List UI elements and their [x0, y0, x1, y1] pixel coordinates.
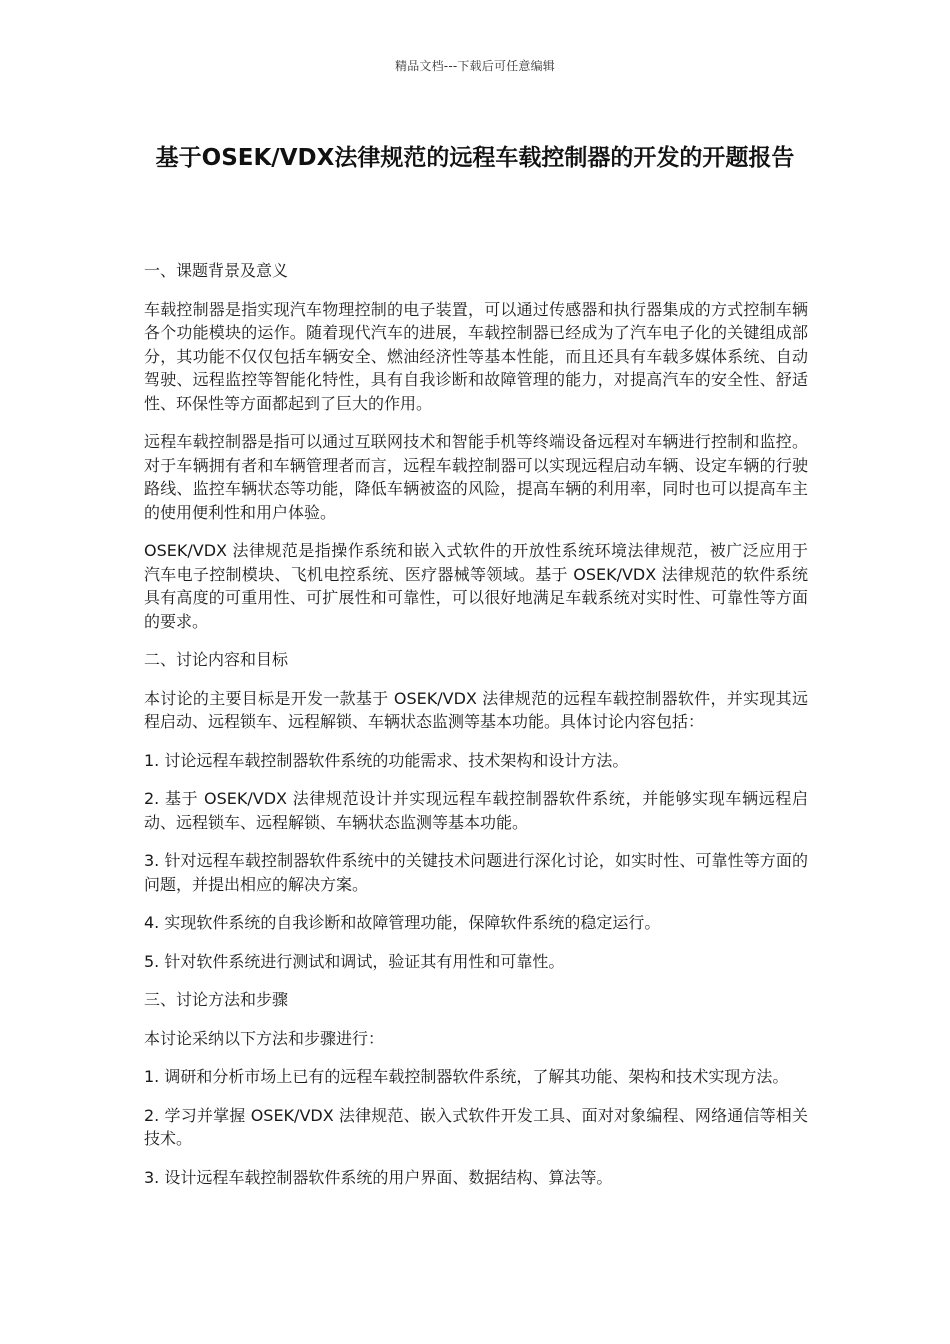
list-item: 4. 实现软件系统的自我诊断和故障管理功能，保障软件系统的稳定运行。 — [144, 913, 661, 932]
list-item: 2. 学习并掌握 OSEK/VDX 法律规范、嵌入式软件开发工具、面对对象编程、网络通信等相关技术。 — [144, 1105, 808, 1148]
page-header: 精品文档---下载后可任意编辑 — [395, 59, 555, 73]
paragraph-goals-intro: 本讨论的主要目标是开发一款基于 OSEK/VDX 法律规范的远程车载控制器软件，并实现其远程启动、远程锁车、远程解锁、车辆状态监测等基本功能。具体讨论内容包括： — [144, 688, 808, 731]
section-heading-methods: 三、讨论方法和步骤 — [144, 990, 289, 1009]
paragraph-methods-intro: 本讨论采纳以下方法和步骤进行： — [144, 1028, 385, 1048]
section-heading-content-goals: 二、讨论内容和目标 — [144, 650, 289, 669]
paragraph-vehicle-controller: 车载控制器是指实现汽车物理控制的电子装置，可以通过传感器和执行器集成的方式控制车辆各个功能模块的运作。随着现代汽车的进展，车载控制器已经成为了汽车电子化的关键组成部分，其功能不仅仅包括车辆安全、燃油经济性等基本性能，而且还具有车载多媒体系统、自动驾驶、远程监控等智能化特性，具有自我诊断和故障管理的能力，对提高汽车的安全性、舒适性、环保性等方面都起到了巨大的作用。 — [144, 299, 808, 413]
paragraph-remote-controller: 远程车载控制器是指可以通过互联网技术和智能手机等终端设备远程对车辆进行控制和监控。对于车辆拥有者和车辆管理者而言，远程车载控制器可以实现远程启动车辆、设定车辆的行驶路线、监控车辆状态等功能，降低车辆被盗的风险，提高车辆的利用率，同时也可以提高车主的使用便利性和用户体验。 — [144, 432, 808, 522]
document-body — [144, 259, 808, 1204]
list-item: 1. 讨论远程车载控制器软件系统的功能需求、技术架构和设计方法。 — [144, 750, 629, 770]
list-item: 5. 针对软件系统进行测试和调试，验证其有用性和可靠性。 — [144, 951, 565, 971]
document-title: 基于OSEK/VDX法律规范的远程车载控制器的开发的开题报告 — [155, 145, 795, 171]
list-item: 2. 基于 OSEK/VDX 法律规范设计并实现远程车载控制器软件系统，并能够实现车辆远程启动、远程锁车、远程解锁、车辆状态监测等基本功能。 — [144, 789, 808, 832]
list-item: 3. 针对远程车载控制器软件系统中的关键技术问题进行深化讨论，如实时性、可靠性等方面的问题，并提出相应的解决方案。 — [144, 851, 808, 894]
paragraph-osek-vdx: OSEK/VDX 法律规范是指操作系统和嵌入式软件的开放性系统环境法律规范，被广泛应用于汽车电子控制模块、飞机电控系统、医疗器械等领域。基于 OSEK/VDX 法律规范的软件系统具有高度的可重用性、可扩展性和可靠性，可以很好地满足车载系统对实时性、可靠性等方面的要求。 — [144, 541, 808, 631]
list-item: 3. 设计远程车载控制器软件系统的用户界面、数据结构、算法等。 — [144, 1167, 613, 1187]
section-heading-background: 一、课题背景及意义 — [144, 261, 289, 280]
list-item: 1. 调研和分析市场上已有的远程车载控制器软件系统，了解其功能、架构和技术实现方法。 — [144, 1067, 789, 1086]
